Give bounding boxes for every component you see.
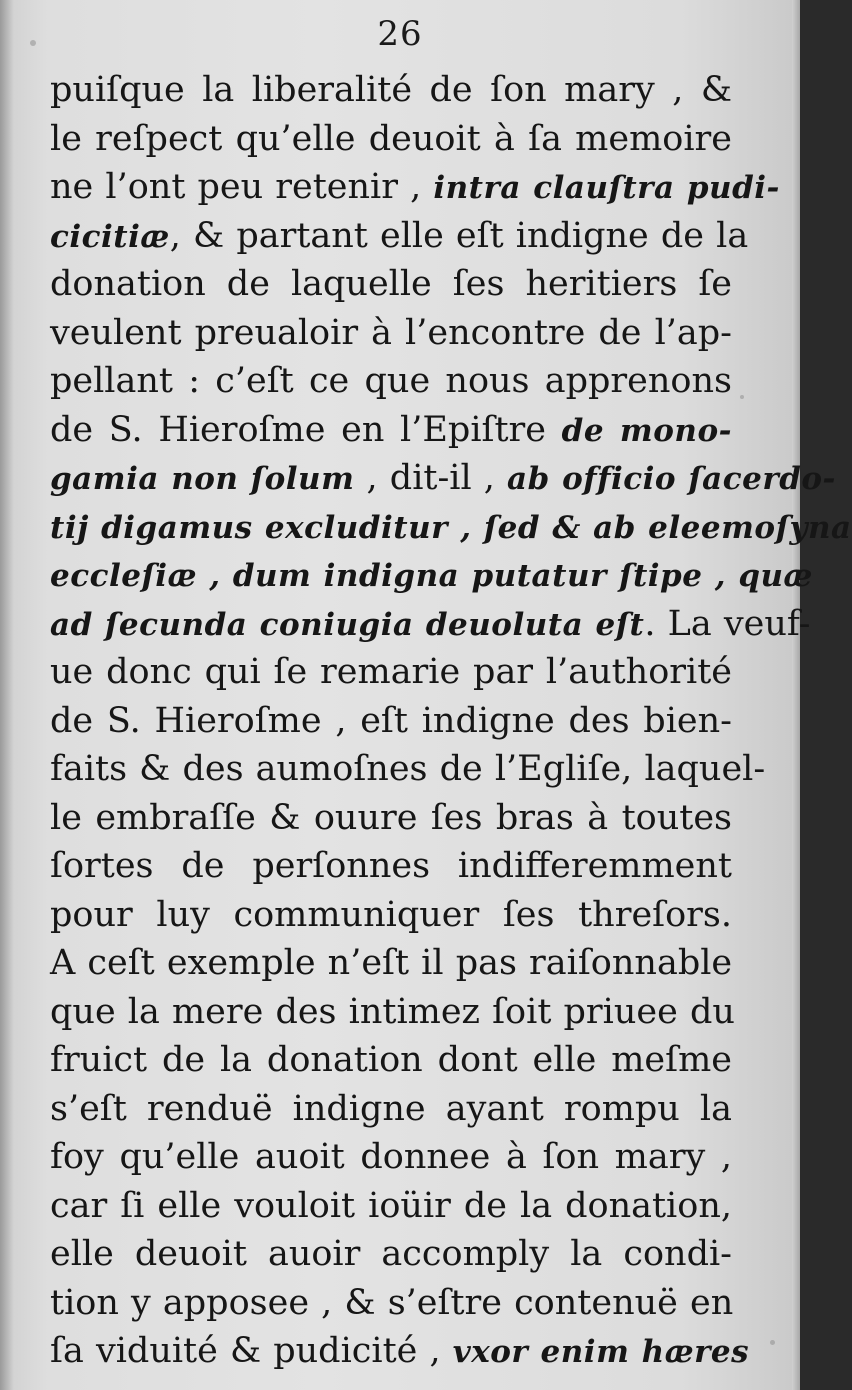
- text-line: [50, 1036, 732, 1085]
- text-line: [50, 891, 732, 940]
- text-segment: pellant : c’eſt ce que nous apprenons: [50, 361, 732, 401]
- text-segment: donation de laquelle ſes heritiers ſe: [50, 264, 732, 304]
- latin-quotation: gamia non ſolum: [50, 461, 355, 497]
- text-line: [50, 406, 732, 455]
- latin-quotation: vxor enim hæres: [452, 1334, 750, 1370]
- text-line: [50, 260, 732, 309]
- text-segment: de S. Hieroſme en l’Epiſtre: [50, 409, 562, 450]
- text-segment: le reſpect qu’elle deuoit à ſa memoire: [50, 118, 732, 159]
- paper-speck: [30, 40, 36, 46]
- text-segment: A ceſt exemple n’eſt il pas raiſonnable: [50, 943, 733, 983]
- text-line: [50, 1327, 750, 1376]
- text-line: [50, 794, 732, 843]
- text-line: [50, 745, 766, 794]
- text-line: [50, 648, 732, 697]
- text-segment: ue donc qui ſe remarie par l’authorité: [50, 652, 732, 692]
- text-segment: foy qu’elle auoit donnee à ſon mary ,: [50, 1137, 732, 1177]
- latin-quotation: intra clauſtra pudi-: [433, 170, 780, 206]
- text-line: [50, 939, 732, 988]
- latin-quotation: ad ſecunda coniugia deuoluta eſt: [50, 606, 645, 643]
- text-line: [50, 212, 749, 261]
- text-line: [50, 1230, 732, 1279]
- text-line: [50, 503, 852, 552]
- paper-speck: [770, 1340, 775, 1345]
- text-segment: faits & des aumoſnes de l’Egliſe, laquel-: [50, 749, 766, 789]
- text-line: [50, 115, 732, 164]
- latin-quotation: ab officio ſacerdo-: [507, 461, 836, 497]
- text-line: [50, 454, 836, 503]
- body-text: [50, 66, 852, 1376]
- text-segment: s’eſt renduë indigne ayant rompu la: [50, 1088, 732, 1129]
- text-segment: tion y apposee , & s’eſtre contenuë en: [50, 1282, 734, 1323]
- text-line: [50, 357, 732, 406]
- latin-quotation: cicitiæ: [50, 218, 170, 255]
- latin-quotation: de mono-: [561, 412, 732, 449]
- text-segment: fruict de la donation dont elle meſme: [50, 1040, 732, 1080]
- text-line: [50, 988, 735, 1037]
- page-number: 26: [377, 14, 423, 54]
- text-segment: de S. Hieroſme , eſt indigne des bien-: [50, 700, 732, 741]
- text-line: [50, 1279, 732, 1328]
- paper-speck: [740, 395, 744, 399]
- text-segment: ne l’ont peu retenir ,: [50, 167, 434, 207]
- text-line: [50, 309, 732, 358]
- text-segment: le embraſſe & ouure ſes bras à toutes: [50, 797, 732, 838]
- text-line: [50, 163, 780, 212]
- text-line: [50, 600, 811, 649]
- text-segment: que la mere des intimez ſoit priuee du: [50, 991, 735, 1032]
- text-segment: , dit-il ,: [354, 458, 508, 498]
- latin-quotation: eccleſiæ , dum indigna putatur ſtipe , quæ: [50, 558, 813, 594]
- text-segment: veulent preualoir à l’encontre de l’ap-: [50, 312, 732, 353]
- text-line: [50, 842, 732, 891]
- text-line: [50, 697, 732, 746]
- text-segment: puiſque la liberalité de ſon mary , &: [50, 70, 732, 110]
- text-segment: car ſi elle vouloit ioüir de la donation,: [50, 1185, 732, 1226]
- text-segment: pour luy communiquer ſes threſors.: [50, 894, 732, 935]
- page-gutter-shadow: [0, 0, 14, 1390]
- text-line: [50, 66, 732, 115]
- text-segment: , & partant elle eſt indigne de la: [169, 215, 749, 256]
- text-segment: ſa viduité & pudicité ,: [50, 1331, 453, 1371]
- page-edge-shadow: [792, 0, 800, 1390]
- text-segment: ſortes de perſonnes indifferemment: [50, 846, 732, 886]
- latin-quotation: tij digamus excluditur , ſed & ab eleemoſyna: [50, 509, 852, 546]
- text-line: [50, 1133, 732, 1182]
- text-segment: . La veuf-: [644, 603, 811, 644]
- text-line: [50, 1182, 732, 1231]
- text-line: [50, 1085, 732, 1134]
- text-line: [50, 551, 813, 600]
- text-segment: elle deuoit auoir accomply la condi-: [50, 1234, 732, 1274]
